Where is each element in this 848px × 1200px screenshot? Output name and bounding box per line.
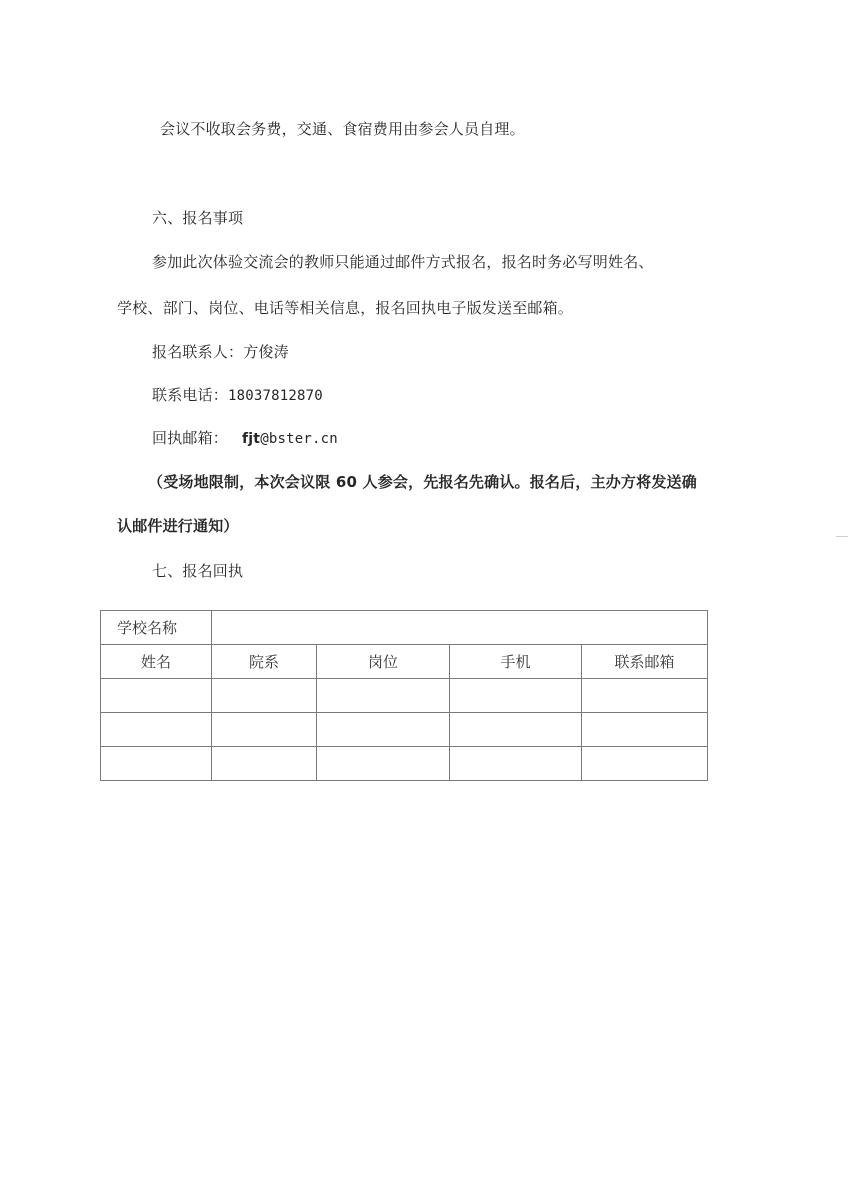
- email-line: [152, 428, 338, 449]
- cell-mobile[interactable]: [450, 679, 582, 713]
- cell-name[interactable]: [101, 747, 212, 781]
- contact-name: 方俊涛: [243, 343, 289, 361]
- table-row: [101, 713, 708, 747]
- cell-department[interactable]: [212, 747, 317, 781]
- email-user: fjt: [242, 431, 261, 447]
- email-domain: @bster.cn: [260, 431, 338, 447]
- notice-line1: [148, 472, 697, 492]
- header-department: 院系: [212, 645, 317, 679]
- table-row: [101, 747, 708, 781]
- phone-label: 联系电话：: [152, 386, 229, 404]
- cell-position[interactable]: [317, 713, 450, 747]
- school-name-label: 学校名称: [101, 611, 212, 645]
- header-mobile: 手机: [450, 645, 582, 679]
- cell-position[interactable]: [317, 679, 450, 713]
- contact-line: [152, 342, 289, 362]
- header-name: 姓名: [101, 645, 212, 679]
- section7-heading: 七、报名回执: [152, 562, 244, 580]
- email-label: 回执邮箱：: [152, 429, 229, 447]
- cell-name[interactable]: [101, 679, 212, 713]
- phone-line: [152, 385, 323, 406]
- cell-mobile[interactable]: [450, 747, 582, 781]
- header-position: 岗位: [317, 645, 450, 679]
- school-name-field[interactable]: [212, 611, 708, 645]
- registration-receipt-table: [100, 610, 708, 781]
- cell-email[interactable]: [582, 713, 708, 747]
- school-row: [101, 611, 708, 645]
- header-row: [101, 645, 708, 679]
- header-email: 联系邮箱: [582, 645, 708, 679]
- contact-label: 报名联系人：: [152, 343, 244, 361]
- cell-department[interactable]: [212, 679, 317, 713]
- notice-part1: （受场地限制，本次会议限: [148, 473, 336, 491]
- section6-paragraph-line2: 学校、部门、岗位、电话等相关信息，报名回执电子版发送至邮箱。: [117, 299, 574, 317]
- cell-mobile[interactable]: [450, 713, 582, 747]
- notice-line2: 认邮件进行通知）: [117, 517, 239, 535]
- fee-note: 会议不收取会务费，交通、食宿费用由参会人员自理。: [160, 120, 525, 138]
- notice-part2: 人参会，先报名先确认。报名后，主办方将发送确: [357, 473, 697, 491]
- cell-name[interactable]: [101, 713, 212, 747]
- section6-heading: 六、报名事项: [152, 209, 244, 227]
- section6-paragraph-line1: 参加此次体验交流会的教师只能通过邮件方式报名，报名时务必写明姓名、: [152, 253, 654, 271]
- notice-number: 60: [335, 473, 358, 491]
- cell-department[interactable]: [212, 713, 317, 747]
- cell-email[interactable]: [582, 679, 708, 713]
- phone-value: 18037812870: [228, 388, 323, 404]
- scan-edge-mark: [836, 536, 848, 537]
- cell-email[interactable]: [582, 747, 708, 781]
- cell-position[interactable]: [317, 747, 450, 781]
- table-row: [101, 679, 708, 713]
